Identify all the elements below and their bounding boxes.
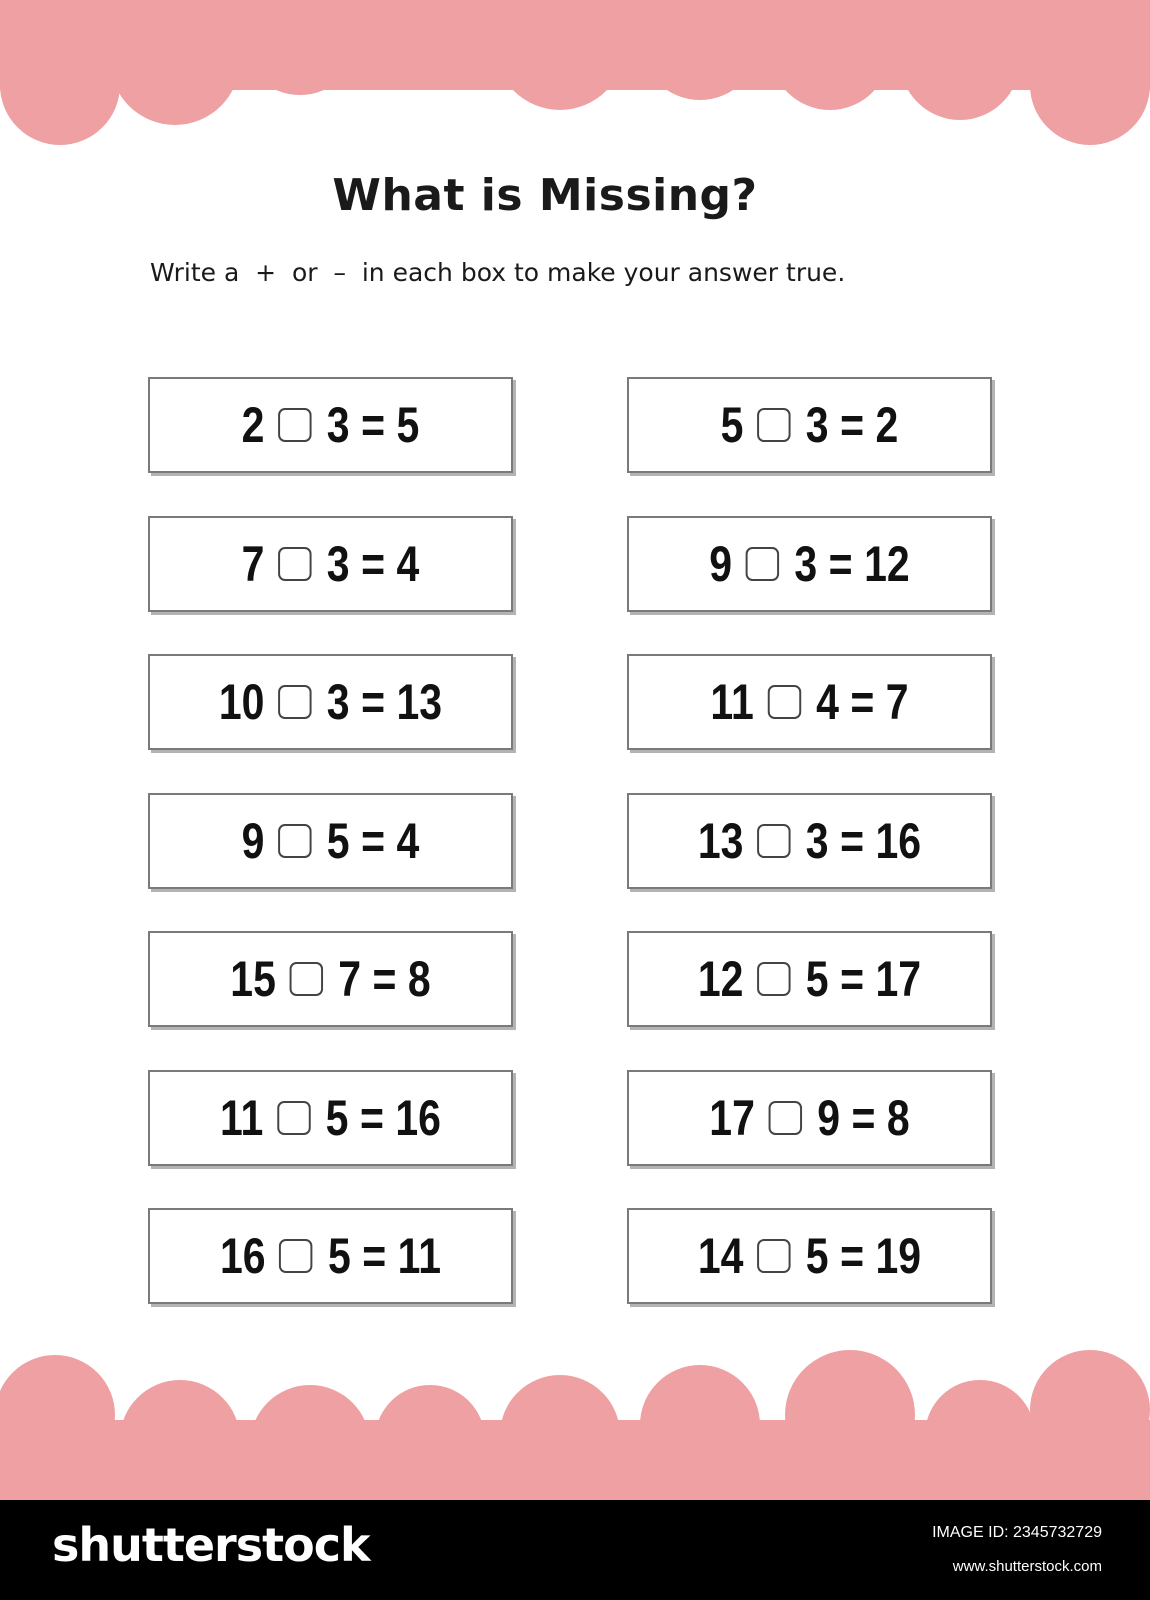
equation-box: [627, 516, 992, 612]
second-operand: 3: [805, 812, 829, 869]
bottom-clouds: [0, 1350, 1150, 1500]
result-value: 16: [395, 1089, 441, 1146]
equals-sign: =: [361, 812, 386, 869]
equation-box: [627, 931, 992, 1027]
equation: [182, 379, 478, 471]
equation: [182, 1072, 478, 1164]
worksheet-instruction: Write a + or – in each box to make your answer true.: [150, 258, 846, 287]
equation: [661, 933, 957, 1025]
equals-sign: =: [840, 1228, 865, 1284]
second-operand: 3: [326, 674, 350, 730]
result-value: 17: [875, 951, 922, 1007]
second-operand: 3: [805, 397, 829, 453]
result-value: 4: [396, 812, 420, 869]
equals-sign: =: [361, 397, 386, 453]
first-operand: 17: [709, 1089, 755, 1146]
equals-sign: =: [828, 535, 853, 592]
operator-answer-box[interactable]: [278, 408, 311, 442]
equation-box: [148, 793, 513, 889]
result-value: 11: [397, 1228, 441, 1284]
first-operand: 5: [720, 397, 744, 453]
result-value: 2: [875, 397, 899, 453]
equals-sign: =: [361, 674, 386, 730]
equation-box: [627, 1070, 992, 1166]
second-operand: 4: [816, 674, 839, 730]
stock-footer: [0, 1500, 1150, 1600]
equation-box: [148, 1070, 513, 1166]
equation: [182, 656, 478, 748]
equals-sign: =: [362, 1228, 387, 1284]
equation-box: [627, 654, 992, 750]
result-value: 12: [864, 535, 910, 592]
operator-answer-box[interactable]: [289, 962, 322, 996]
first-operand: 7: [241, 535, 265, 592]
equation: [182, 518, 478, 610]
second-operand: 5: [327, 1228, 351, 1284]
result-value: 8: [886, 1089, 910, 1146]
second-operand: 5: [325, 1089, 349, 1146]
equation: [182, 933, 478, 1025]
equation: [661, 795, 957, 887]
equation: [661, 1210, 957, 1302]
equals-sign: =: [361, 535, 386, 592]
operator-answer-box[interactable]: [278, 547, 311, 581]
equation: [661, 379, 957, 471]
first-operand: 11: [220, 1089, 264, 1146]
equals-sign: =: [372, 951, 397, 1007]
equation-box: [627, 377, 992, 473]
first-operand: 14: [697, 1228, 744, 1284]
second-operand: 7: [338, 951, 362, 1007]
equation-box: [627, 793, 992, 889]
operator-answer-box[interactable]: [277, 1101, 310, 1135]
second-operand: 9: [817, 1089, 841, 1146]
brand-logo: shutterstock: [52, 1518, 370, 1572]
top-cloud-border: [0, 0, 1150, 160]
first-operand: 15: [230, 951, 276, 1007]
equation: [661, 1072, 957, 1164]
second-operand: 5: [805, 951, 829, 1007]
operator-answer-box[interactable]: [757, 962, 790, 996]
first-operand: 11: [710, 674, 754, 730]
result-value: 4: [396, 535, 420, 592]
first-operand: 12: [697, 951, 744, 1007]
operator-answer-box[interactable]: [757, 1239, 790, 1273]
worksheet-title: What is Missing?: [332, 170, 758, 221]
result-value: 5: [396, 397, 420, 453]
equation: [661, 518, 957, 610]
second-operand: 3: [326, 535, 350, 592]
equation: [182, 1210, 478, 1302]
first-operand: 2: [241, 397, 265, 453]
equation-box: [148, 1208, 513, 1304]
operator-answer-box[interactable]: [768, 1101, 801, 1135]
second-operand: 5: [326, 812, 350, 869]
bottom-cloud-border: [0, 1340, 1150, 1500]
top-clouds: [0, 0, 1150, 145]
equals-sign: =: [850, 674, 875, 730]
first-operand: 9: [709, 535, 733, 592]
equation-box: [148, 654, 513, 750]
equals-sign: =: [359, 1089, 384, 1146]
equals-sign: =: [840, 397, 865, 453]
second-operand: 3: [326, 397, 350, 453]
result-value: 19: [875, 1228, 922, 1284]
operator-answer-box[interactable]: [757, 824, 790, 858]
equation-box: [148, 931, 513, 1027]
operator-answer-box[interactable]: [746, 547, 779, 581]
result-value: 7: [885, 674, 909, 730]
equation-box: [148, 377, 513, 473]
result-value: 16: [875, 812, 922, 869]
result-value: 8: [407, 951, 431, 1007]
result-value: 13: [396, 674, 443, 730]
operator-answer-box[interactable]: [767, 685, 800, 719]
equation: [661, 656, 957, 748]
first-operand: 16: [220, 1228, 266, 1284]
operator-answer-box[interactable]: [757, 408, 790, 442]
image-id-label: IMAGE ID: 2345732729: [932, 1524, 1102, 1541]
first-operand: 10: [218, 674, 265, 730]
equals-sign: =: [840, 812, 865, 869]
site-url: www.shutterstock.com: [952, 1558, 1102, 1575]
equation-box: [627, 1208, 992, 1304]
equation-box: [148, 516, 513, 612]
operator-answer-box[interactable]: [278, 685, 311, 719]
equals-sign: =: [851, 1089, 876, 1146]
second-operand: 3: [794, 535, 818, 592]
operator-answer-box[interactable]: [278, 824, 311, 858]
first-operand: 13: [697, 812, 744, 869]
equals-sign: =: [840, 951, 865, 1007]
equation: [182, 795, 478, 887]
operator-answer-box[interactable]: [279, 1239, 312, 1273]
second-operand: 5: [805, 1228, 829, 1284]
first-operand: 9: [241, 812, 265, 869]
